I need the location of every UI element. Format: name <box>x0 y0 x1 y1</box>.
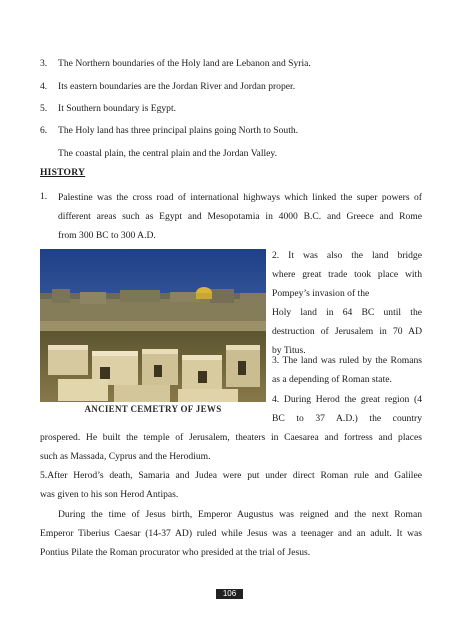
list-item-text: Its eastern boundaries are the Jordan River and Jordan proper. <box>58 81 296 92</box>
list-number: 3. <box>40 58 48 69</box>
list-item-text: It Southern boundary is Egypt. <box>58 103 177 114</box>
side-paragraph-4: 4. During Herod the great region (4 BC to 37 A.D.) the country <box>272 394 422 424</box>
list-number: 4. <box>40 81 48 92</box>
herod-paragraph-continued: prospered. He built the temple of Jerusalem, theaters in Caesarea and fortress and places such as Massada, Cyprus and the Herodium. <box>40 432 422 462</box>
side-paragraph-3: 3. The land was ruled by the Romans as a depending of Roman state. <box>272 355 422 385</box>
list-number: 5. <box>40 103 48 114</box>
ancient-cemetery-photo <box>40 249 266 405</box>
list-item-text: The Holy land has three principal plains going North to South. <box>58 125 299 136</box>
paragraph-5: 5.After Herod’s death, Samaria and Judea were put under direct Roman rule and Galilee was given to his son Herod Antipas. <box>40 470 422 500</box>
list-continuation: The coastal plain, the central plain and the Jordan Valley. <box>58 148 277 159</box>
image-caption: ANCIENT CEMETRY OF JEWS <box>40 402 266 416</box>
section-heading: HISTORY <box>40 167 86 178</box>
list-number: 1. <box>40 191 48 202</box>
page-number: 106 <box>216 589 243 599</box>
list-number: 6. <box>40 125 48 136</box>
history-paragraph-1: Palestine was the cross road of international highways which linked the super powers of different areas such as Egypt and Mesopotamia in 4000 B.C. and Greece and Rome from 300 BC to 300 A.D. <box>58 192 422 241</box>
side-paragraph-2: 2. It was also the land bridge where great trade took place with Pompey’s invasion of the Holy land in 64 BC until the destruction of Jerusalem in 70 AD by Titus. <box>272 250 422 356</box>
list-item-text: The Northern boundaries of the Holy land are Lebanon and Syria. <box>58 58 311 69</box>
paragraph-6: During the time of Jesus birth, Emperor Augustus was reigned and the next Roman Emperor Tiberius Caesar (14-37 AD) ruled while Jesus was a teenager and an adult. It was Pontius Pilate the Roman procurator who presided at the trial of Jesus. <box>40 509 422 558</box>
